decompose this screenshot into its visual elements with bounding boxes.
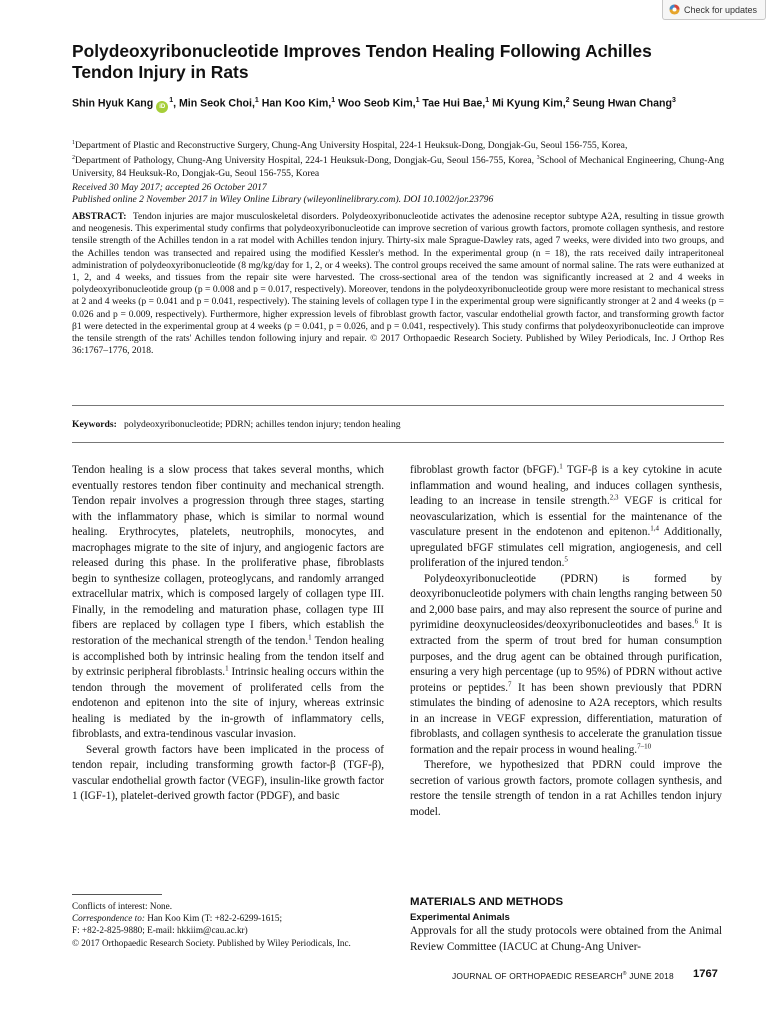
body-paragraph (410, 463, 722, 572)
affiliation-mark: 2 (565, 97, 570, 104)
received-date: Received 30 May 2017; accepted 26 October 2017 (72, 182, 267, 193)
body-column-left (72, 463, 384, 805)
registered-mark: ® (622, 971, 627, 978)
affiliation-mark: 1 (72, 140, 75, 146)
citation-link[interactable]: 5 (564, 555, 568, 564)
subsection-heading: Experimental Animals (410, 912, 510, 923)
abstract-label: ABSTRACT: (72, 211, 127, 222)
section-heading: MATERIALS AND METHODS (410, 896, 564, 908)
citation-link[interactable]: 2,3 (609, 493, 619, 502)
affiliation-mark: 2 (72, 155, 75, 162)
orcid-icon[interactable]: iD (156, 101, 168, 113)
affiliation-text: Department of Plastic and Reconstructive Surgery, Chung-Ang University Hospital, 224-1 Heuksuk-Dong, Dongjak-Gu, Seoul 156-755, Korea, (75, 140, 628, 152)
author-name: Mi Kyung Kim, (489, 97, 566, 110)
citation-link[interactable]: 7–10 (637, 742, 652, 751)
body-text: VEGF is critical for neovascularization, which is essential for the maintenance of the vasculature present in the endotenon and epitenon. (410, 495, 722, 539)
body-text: Intrinsic healing occurs within the tendon through the movement of proliferated cells from the endotenon and epitenon into the site of injury, whereas extrinsic healing is mediated by the in-growth of inflammatory cells, fibroblasts, and extra-tendinous vascular invasion. (72, 666, 384, 741)
keywords-label: Keywords: (72, 419, 117, 430)
body-text: Polydeoxyribonucleotide (PDRN) is formed by deoxyribonucleotide polymers with chain lengths ranging between 50 and 2,000 base pairs, and may also represent the source of purine and pyrimidine deoxynucleosides/deoxyribonucleotides and bases. (410, 572, 722, 632)
affiliation-mark: 1 (169, 97, 174, 104)
copyright: © 2017 Orthopaedic Research Society. Published by Wiley Periodicals, Inc. (72, 937, 351, 948)
citation-link[interactable]: 1,4 (650, 524, 659, 533)
body-text: fibroblast growth factor (bFGF). (410, 464, 560, 476)
check-updates-label: Check for updates (684, 4, 758, 15)
affiliation-mark: 1 (485, 97, 490, 104)
citation-link[interactable]: 1 (225, 664, 229, 673)
footnote (72, 900, 388, 949)
correspondence (72, 912, 388, 924)
page-number: 1767 (693, 968, 718, 980)
correspondence-text: Han Koo Kim (T: +82-2-6299-1615; (144, 913, 283, 924)
correspondence-label: Correspondence to: (72, 913, 145, 924)
affiliation-text: School of Mechanical Engineering, Chung-Ang University, 84 Heuksuk-Ro, Dongjak-Gu, Seoul 156-755, Korea (72, 155, 724, 179)
running-footer (452, 971, 674, 981)
divider (72, 405, 724, 406)
author-name: Shin Hyuk Kang (72, 97, 154, 110)
issue-date: JUNE 2018 (626, 971, 674, 981)
affiliation-text: Department of Pathology, Chung-Ang University Hospital, 224-1 Heuksuk-Dong, Dongjak-Gu, Seoul 156-755, Korea, (75, 155, 537, 167)
article-title: Polydeoxyribonucleotide Improves Tendon Healing Following Achilles Tendon Injury in Rats (72, 41, 652, 82)
publication-dates (72, 182, 724, 206)
conflict-statement: Conflicts of interest: None. (72, 901, 173, 911)
affiliation-mark: 3 (671, 97, 676, 104)
methods-paragraph: Approvals for all the study protocols were obtained from the Animal Review Committee (IACUC at Chung-Ang Univer- (410, 925, 722, 953)
contact-details: F: +82-2-825-9880; E-mail: hkkiim@cau.ac.kr) (72, 925, 248, 936)
body-text: Tendon healing is a slow process that takes several months, which eventually restores tendon fiber continuity and mechanical strength. Tendon repair involves a progression through three stages, starting with the inflammatory phase, which is similar to normal wound healing. Erythrocytes, platelets, neutrophils, monocytes, and macrophages migrate to the site of injury, and angiogenic factors are released during this phase. In the proliferative phase, fibroblasts begin to synthesize collagen, proteoglycans, and randomly arranged extracellular matrix, which is composed largely of collagen type III. Finally, in the remodeling and maturation phase, collagen type III fibers are replaced by collagen type I fibers, which establish the restoration of the mechanical strength of the tendon. (72, 464, 384, 648)
citation-link[interactable]: 7 (508, 679, 512, 688)
abstract (72, 211, 724, 357)
affiliation-mark: 1 (331, 97, 336, 104)
affiliation-mark: 3 (536, 155, 540, 162)
body-text: Therefore, we hypothesized that PDRN could improve the secretion of various growth factors, promote collagen synthesis, and restore the tensile strength of tendon in a rat Achilles tendon injury model. (410, 759, 722, 819)
body-text: Tendon healing is accomplished both by intrinsic healing from the tendon itself and by extrinsic peripheral fibroblasts. (72, 635, 384, 679)
citation-link[interactable]: 1 (559, 462, 563, 471)
author-name: Seung Hwan Chang (569, 97, 672, 110)
published-info: Published online 2 November 2017 in Wiley Online Library (wileyonlinelibrary.com). DOI 10.1002/jor.23796 (72, 194, 494, 205)
author-name: , Min Seok Choi, (173, 97, 255, 110)
affiliation-mark: 1 (254, 97, 259, 104)
body-column-right (410, 463, 722, 821)
body-text: It is extracted from the sperm of trout bred for human consumption purposes, and the drug agent can be obtained through purification, ensuring a very high percentage (up to 95%) of PDRN without active proteins or peptides. (410, 619, 722, 694)
keywords (72, 419, 724, 431)
keywords-text: polydeoxyribonucleotide; PDRN; achilles tendon injury; tendon healing (123, 419, 401, 430)
body-paragraph (72, 743, 384, 805)
journal-name: JOURNAL OF ORTHOPAEDIC RESEARCH (452, 971, 623, 981)
author-name: Han Koo Kim, (258, 97, 332, 110)
author-list (72, 94, 732, 113)
footnote-divider (72, 894, 162, 895)
body-paragraph (410, 758, 722, 820)
check-updates-icon (669, 4, 680, 15)
check-for-updates-button[interactable] (662, 0, 766, 20)
abstract-text: Tendon injuries are major musculoskeletal disorders. Polydeoxyribonucleotide activates the adenosine receptor subtype A2A, resulting in tissue growth and neogenesis. This experimental study confirms that polydeoxyribonucleotide can improve secretion of various growth factors, promote collagen synthesis, and restore tensile strength of the Achilles tendon in a rat model with Achilles tendon injury. Thirty-six male Sprague-Dawley rats, aged 7 weeks, were divided into two groups, and the Achilles tendon was transected and repaired using the modified Kessler's method. In the experimental group (n = 18), the rats received daily intraperitoneal administration of polydeoxyribonucleotide (8 mg/kg/day for 1, 2, or 4 weeks). The control groups received the same amount of normal saline. The rats were euthanized at 1, 2, and 4 weeks, and tissues from the repair site were harvested. The cross-sectional area of the tendon was significantly increased at 2 and 4 weeks in polydeoxyribonucleotide group (p = 0.008 and p = 0.017, respectively). Moreover, tendons in the polydeoxyribonucleotide group were more resistant to mechanical stress at 2 and 4 weeks (p = 0.041 and p = 0.041, respectively). The staining levels of collagen type I in the experimental group were significantly stronger at 2 and 4 weeks (p = 0.026 and p = 0.009, respectively). Furthermore, higher expression levels of fibroblast growth factor, vascular endothelial growth factor, and transforming growth factor β1 were detected in the experimental group at 4 weeks (p = 0.041, p = 0.026, and p = 0.041, respectively). This study confirms that polydeoxyribonucleotide can improve the tensile strength of the rats' Achilles tendon following injury and repair. © 2017 Orthopaedic Research Society. Published by Wiley Periodicals, Inc. J Orthop Res 36:1767–1776, 2018. (72, 211, 724, 357)
author-name: Woo Seob Kim, (335, 97, 416, 110)
body-text: TGF-β is a key cytokine in acute inflammation and wound healing, and induces collagen synthesis, leading to an increase in tensile strength. (410, 464, 722, 508)
affiliation-mark: 1 (415, 97, 420, 104)
affiliations (72, 137, 724, 180)
body-paragraph (72, 463, 384, 743)
body-text: Several growth factors have been implicated in the process of tendon repair, including transforming growth factor-β (TGF-β), vascular endothelial growth factor (VEGF), insulin-like growth factor 1 (IGF-1), platelet-derived growth factor (PDGF), and basic (72, 743, 384, 803)
author-name: Tae Hui Bae, (419, 97, 486, 110)
citation-link[interactable]: 1 (308, 633, 312, 642)
citation-link[interactable]: 6 (694, 617, 699, 626)
body-text: It has been shown previously that PDRN stimulates the binding of adenosine to A2A receptors, which results in an increase in VEGF expression, differentiation, maturation of fibroblasts, and collagen synthesis to accelerate the granulation tissue formation and the repair process in wound healing. (410, 681, 722, 756)
body-text: Additionally, upregulated bFGF stimulates cell migration, angiogenesis, and cell proliferation of the injured tendon. (410, 526, 722, 570)
divider (72, 442, 724, 443)
body-paragraph (410, 572, 722, 759)
